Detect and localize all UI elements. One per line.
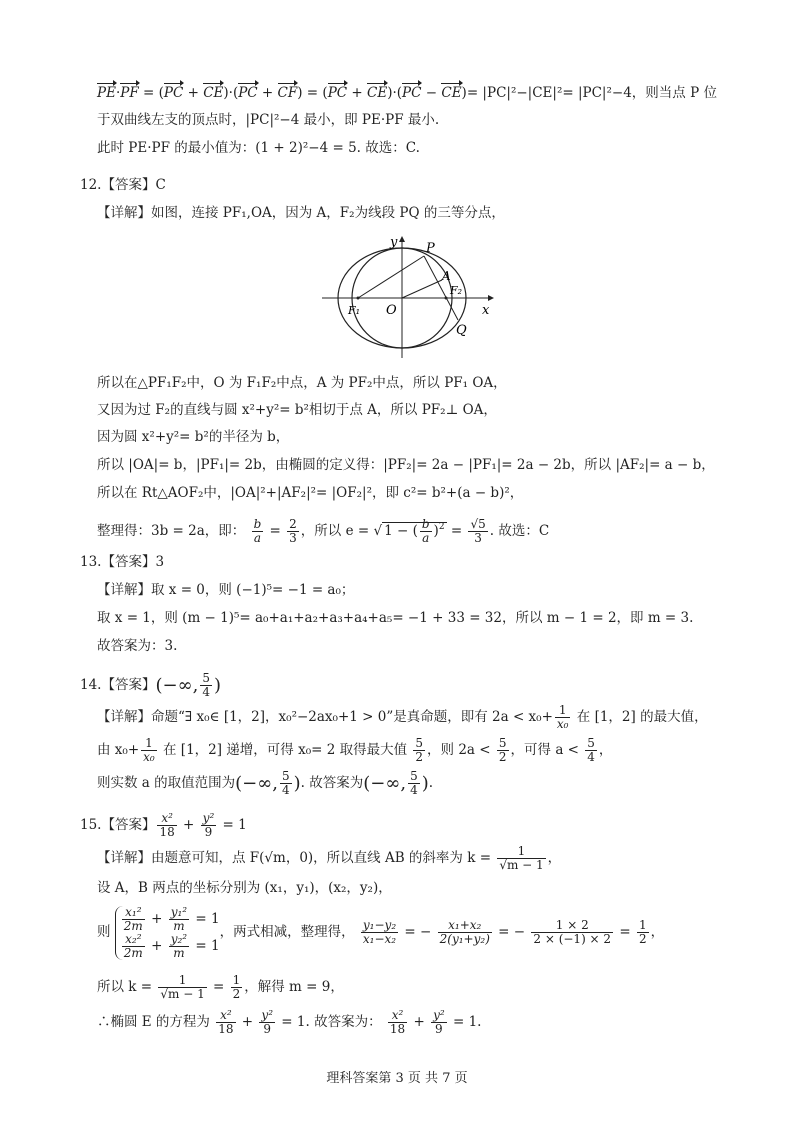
fraction-b-over-a: $\frac{b}{a}$ <box>253 517 262 545</box>
q15-step: 所以 k = $\frac{1}{√m - 1}$ = $\frac{1}{2}$ ，解得 m = 9， <box>97 973 344 1001</box>
fig-label-F1: F₁ <box>348 304 361 317</box>
fig-label-y: y <box>390 235 398 250</box>
fig-label-O: O <box>386 303 397 318</box>
q15-step: 设 A，B 两点的坐标分别为 (x₁，y₁)，(x₂，y₂)， <box>97 880 392 896</box>
q15-step: 【详解】由题意可知，点 F(√m，0)，所以直线 AB 的斜率为 k = $\frac{1}{√m - 1}$ ， <box>97 844 562 872</box>
q14-answer: 14.【答案】(−∞, $\frac{5}{4}$ ) <box>80 671 221 699</box>
q12-detail: 【详解】如图，连接 PF₁,OA，因为 A，F₂为线段 PQ 的三等分点， <box>97 205 505 221</box>
q14-step: 【详解】命题“∃ x₀∈ [1，2]，x₀²−2ax₀+1 > 0”是真命题，即有 2a < x₀+ $\frac{1}{\text{x₀}}$ 在 [1，2] 的最大值， <box>97 703 708 731</box>
q13-step: 【详解】取 x = 0，则 (−1)⁵= −1 = a₀； <box>97 582 355 598</box>
q12-step: 因为圆 x²+y²= b²的半径为 b， <box>97 429 290 445</box>
ellipse-circle-figure <box>318 232 498 360</box>
q15-system: 则 $\frac{\text{x₁²}}{2m}$ + $\frac{\text{y₁²}}{m}$ = 1 $\frac{\text{x₂²}}{2m}$ + $\frac{\text{y₂²}}{m}$ = 1 ，两式相减，整理得， $\frac{\text{y₁−y₂}}{\text{x₁−x₂}}$ = − $\frac{\text{x₁+x₂}}{\text{2(y₁+y₂)}}$ = − $\frac{1 \times 2}{2 \times (-1) \times 2}$ = $\frac{1}{2}$ ， <box>97 904 665 960</box>
text-line: 于双曲线左支的顶点时，|PC|²−4 最小，即 PE·PF 最小. <box>97 112 440 128</box>
fraction-2-over-3: $\frac{2}{3}$ <box>289 517 297 545</box>
q12-step: 所以在△PF₁F₂中，O 为 F₁F₂中点，A 为 PF₂中点，所以 PF₁ OA， <box>97 375 507 391</box>
vector-line-tail: = |PC|²−|CE|²= |PC|²−4，则当点 P 位 <box>466 85 717 101</box>
q12-eccentricity-line: 整理得：3b = 2a，即： $\frac{b}{a}$ = $\frac{2}{3}$ ，所以 e = √ 1 − ( $\frac{b}{a}$ )$^2$ = $\frac{√5}{3}$ . 故选：C <box>97 517 550 545</box>
q13-step: 故答案为：3. <box>97 638 178 654</box>
fig-label-P: P <box>426 241 435 256</box>
q12-step: 所以 |OA|= b，|PF₁|= 2b，由椭圆的定义得：|PF₂|= 2a − |PF₁|= 2a − 2b，所以 |AF₂|= a − b， <box>97 457 715 473</box>
fraction-sqrt5-over-3: $\frac{√5}{3}$ <box>470 517 486 545</box>
q12-answer: 12.【答案】C <box>80 177 166 193</box>
q15-step: ∴椭圆 E 的方程为 $\frac{\text{x²}}{18}$ + $\frac{\text{y²}}{9}$ = 1. 故答案为： $\frac{\text{x²}}{18}$ + $\frac{\text{y²}}{9}$ = 1. <box>97 1008 482 1036</box>
q12-step: 所以在 Rt△AOF₂中，|OA|²+|AF₂|²= |OF₂|²，即 c²= b²+(a − b)²， <box>97 485 524 501</box>
equation-system: $\frac{\text{x₁²}}{2m}$ + $\frac{\text{y₁²}}{m}$ = 1 $\frac{\text{x₂²}}{2m}$ + $\frac{\text{y₂²}}{m}$ = 1 <box>115 906 220 960</box>
q12-step: 又因为过 F₂的直线与圆 x²+y²= b²相切于点 A，所以 PF₂⊥ OA， <box>97 402 497 418</box>
q15-answer: 15.【答案】 $\frac{\text{x²}}{18}$ + $\frac{\text{y²}}{9}$ = 1 <box>80 811 247 839</box>
page-footer: 理科答案第 3 页 共 7 页 <box>326 1071 468 1086</box>
fig-label-Q: Q <box>456 323 467 338</box>
q14-step: 由 x₀+ $\frac{1}{\text{x₀}}$ 在 [1，2] 递增，可得 x₀= 2 取得最大值 $\frac{5}{2}$ ，则 2a < $\frac{5}{2}$ ，可得 a < $\frac{5}{4}$ ， <box>97 736 613 764</box>
fig-label-x: x <box>482 303 490 318</box>
fig-label-A: A <box>442 269 451 283</box>
q13-answer: 13.【答案】3 <box>80 554 165 570</box>
text-line: 此时 PE·PF 的最小值为：(1 + 2)²−4 = 5. 故选：C. <box>97 140 420 156</box>
q13-step: 取 x = 1，则 (m − 1)⁵= a₀+a₁+a₂+a₃+a₄+a₅= −1 + 33 = 32，所以 m − 1 = 2，即 m = 3. <box>97 610 694 626</box>
q14-step: 则实数 a 的取值范围为(−∞, $\frac{5}{4}$ ). 故答案为(−∞, $\frac{5}{4}$ ). <box>97 769 434 797</box>
vector-expression-line: PE·PF = (PC + CE)·(PC + CF) = (PC + CE)·(PC − CE)= |PC|²−|CE|²= |PC|²−4，则当点 P 位 <box>97 85 717 101</box>
fig-label-F2: F₂ <box>450 284 463 297</box>
